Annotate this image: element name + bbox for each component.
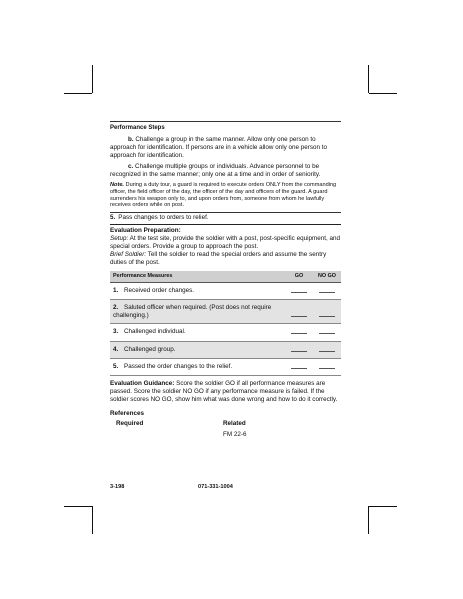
- nogo-blank: [319, 328, 335, 334]
- nogo-blank: [319, 311, 335, 317]
- evaluation-guidance-text: Score the soldier GO if all performance measures are passed. Score the soldier NO GO if any performance measure is failed. If the soldier scores NO GO, show him what was done wrong and how to do it correctly.: [110, 379, 338, 403]
- page-content: [110, 121, 341, 439]
- crop-mark: [368, 506, 369, 534]
- brief-soldier-paragraph: [110, 251, 341, 267]
- note-text: During a duty tour, a guard is required to execute orders ONLY from the commanding officer, the field officer of the day, the officer of the day and officers of the guard. A guard surrenders his weapon only to, and upon orders from, someone from whom he lawfully receives orders while on post.: [110, 181, 337, 209]
- measure-cell: [110, 300, 285, 324]
- table-row: [110, 341, 341, 358]
- nogo-blank: [319, 346, 335, 352]
- crop-mark: [368, 65, 369, 93]
- related-reference: FM 22-6: [223, 430, 247, 438]
- related-label: Related: [223, 419, 246, 427]
- measure-number: 3.: [113, 328, 119, 336]
- page-number: 3-198: [110, 484, 125, 490]
- crop-mark: [64, 506, 92, 507]
- performance-measures-table: [110, 271, 341, 375]
- go-header: GO: [285, 271, 313, 282]
- go-blank: [291, 287, 307, 293]
- step-b-lead: b.: [128, 135, 134, 143]
- step-b: [110, 136, 341, 160]
- crop-mark: [64, 93, 92, 94]
- step-5-lead: 5.: [110, 214, 116, 222]
- measure-cell: [110, 341, 285, 358]
- step-5-text: Pass changes to orders to relief.: [118, 214, 209, 222]
- nogo-blank: [319, 363, 335, 369]
- setup-paragraph: [110, 235, 341, 251]
- go-cell: [285, 341, 313, 358]
- nogo-cell: [313, 358, 341, 375]
- note-lead: Note.: [110, 181, 124, 188]
- measures-header: Performance Measures: [110, 271, 285, 282]
- crop-mark: [92, 506, 93, 534]
- go-blank: [291, 311, 307, 317]
- table-header-row: [110, 271, 341, 282]
- performance-steps-heading: Performance Steps: [110, 125, 165, 131]
- setup-text: At the test site, provide the soldier with a post, post-specific equipment, and special orders. Provide a group to approach the post.: [110, 235, 340, 251]
- references-title: References: [110, 409, 144, 417]
- required-label: Required: [116, 419, 144, 427]
- go-blank: [291, 346, 307, 352]
- nogo-blank: [319, 287, 335, 293]
- brief-soldier-label: Brief Soldier:: [110, 251, 147, 259]
- measure-cell: [110, 283, 285, 300]
- setup-label: Setup:: [110, 235, 129, 243]
- go-blank: [291, 328, 307, 334]
- go-cell: [285, 358, 313, 375]
- measure-number: 5.: [113, 362, 119, 370]
- task-number: 071-331-1004: [198, 484, 233, 490]
- brief-soldier-text: Tell the soldier to read the special orders and assume the sentry duties of the post.: [110, 251, 327, 267]
- step-5: [110, 213, 341, 224]
- measure-text: Passed the order changes to the relief.: [124, 362, 233, 370]
- crop-mark: [369, 93, 397, 94]
- table-row: [110, 283, 341, 300]
- step-c-text: Challenge multiple groups or individuals. Advance personnel to be recognized in the same manner; only one at a time and in order of seniority.: [110, 162, 321, 178]
- measure-text: Challenged individual.: [124, 328, 186, 336]
- measure-number: 4.: [113, 345, 119, 353]
- crop-mark: [369, 506, 397, 507]
- step-c-lead: c.: [128, 162, 134, 170]
- nogo-cell: [313, 324, 341, 341]
- nogo-cell: [313, 283, 341, 300]
- note: [110, 182, 341, 209]
- evaluation-preparation-title: Evaluation Preparation:: [110, 227, 181, 235]
- go-cell: [285, 283, 313, 300]
- measure-cell: [110, 358, 285, 375]
- measure-text: Saluted officer when required. (Post does not require challenging.): [113, 304, 272, 320]
- nogo-cell: [313, 300, 341, 324]
- measure-number: 1.: [113, 287, 119, 295]
- nogo-header: NO GO: [313, 271, 341, 282]
- measure-number: 2.: [113, 304, 119, 312]
- table-row: [110, 324, 341, 341]
- measure-text: Received order changes.: [124, 287, 195, 295]
- evaluation-guidance: [110, 380, 341, 404]
- references-header-row: [110, 420, 341, 428]
- step-c: [110, 163, 341, 179]
- measure-cell: [110, 324, 285, 341]
- nogo-cell: [313, 341, 341, 358]
- go-blank: [291, 363, 307, 369]
- measure-text: Challenged group.: [124, 345, 176, 353]
- evaluation-guidance-title: Evaluation Guidance:: [110, 379, 175, 387]
- table-row: [110, 358, 341, 375]
- table-row: [110, 300, 341, 324]
- crop-mark: [92, 65, 93, 93]
- step-b-text: Challenge a group in the same manner. Allow only one person to approach for identification. If persons are in a vehicle allow only one person to approach for identification.: [110, 135, 328, 159]
- go-cell: [285, 324, 313, 341]
- go-cell: [285, 300, 313, 324]
